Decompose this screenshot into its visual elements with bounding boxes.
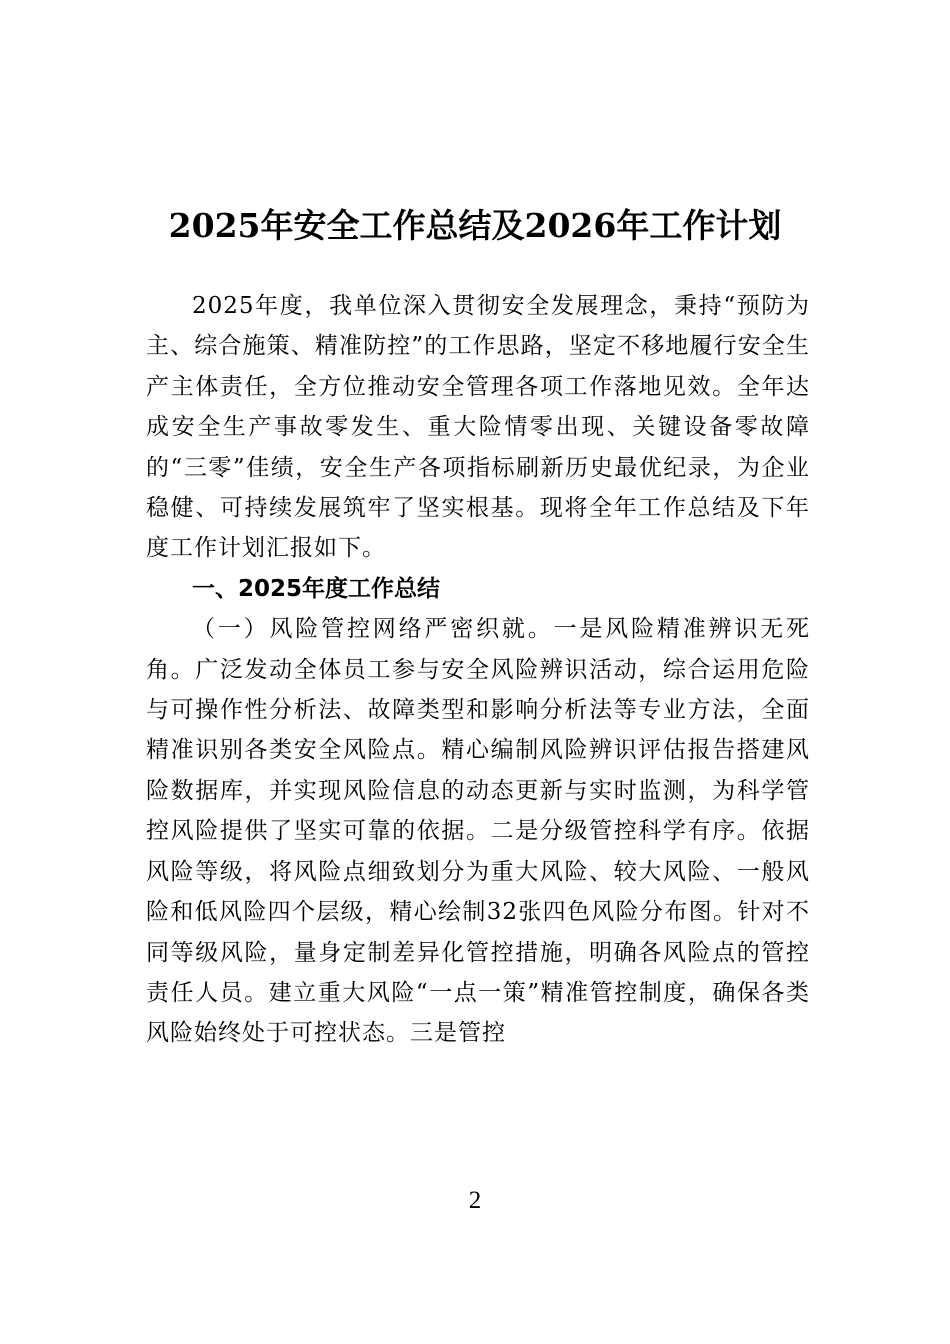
- section-heading: 一、2025年度工作总结: [192, 575, 441, 602]
- page-number: 2: [468, 1187, 482, 1214]
- document-body: [146, 286, 810, 1054]
- risk-control-paragraph: （一）风险管控网络严密织就。一是风险精准辨识无死角。广泛发动全体员工参与安全风险辨识活动，综合运用危险与可操作性分析法、故障类型和影响分析法等专业方法，全面精准识别各类安全风险点。精心编制风险辨识评估报告搭建风险数据库，并实现风险信息的动态更新与实时监测，为科学管控风险提供了坚实可靠的依据。二是分级管控科学有序。依据风险等级，将风险点细致划分为重大风险、较大风险、一般风险和低风险四个层级，精心绘制32张四色风险分布图。针对不同等级风险，量身定制差异化管控措施，明确各风险点的管控责任人员。建立重大风险“一点一策”精准管控制度，确保各类风险始终处于可控状态。三是管控: [146, 616, 810, 1047]
- document-title: 2025年安全工作总结及2026年工作计划: [168, 206, 782, 246]
- intro-paragraph: 2025年度，我单位深入贯彻安全发展理念，秉持“预防为主、综合施策、精准防控”的工作思路，坚定不移地履行安全生产主体责任，全方位推动安全管理各项工作落地见效。全年达成安全生产事故零发生、重大险情零出现、关键设备零故障的“三零”佳绩，安全生产各项指标刷新历史最优纪录，为企业稳健、可持续发展筑牢了坚实根基。现将全年工作总结及下年度工作计划汇报如下。: [146, 293, 810, 562]
